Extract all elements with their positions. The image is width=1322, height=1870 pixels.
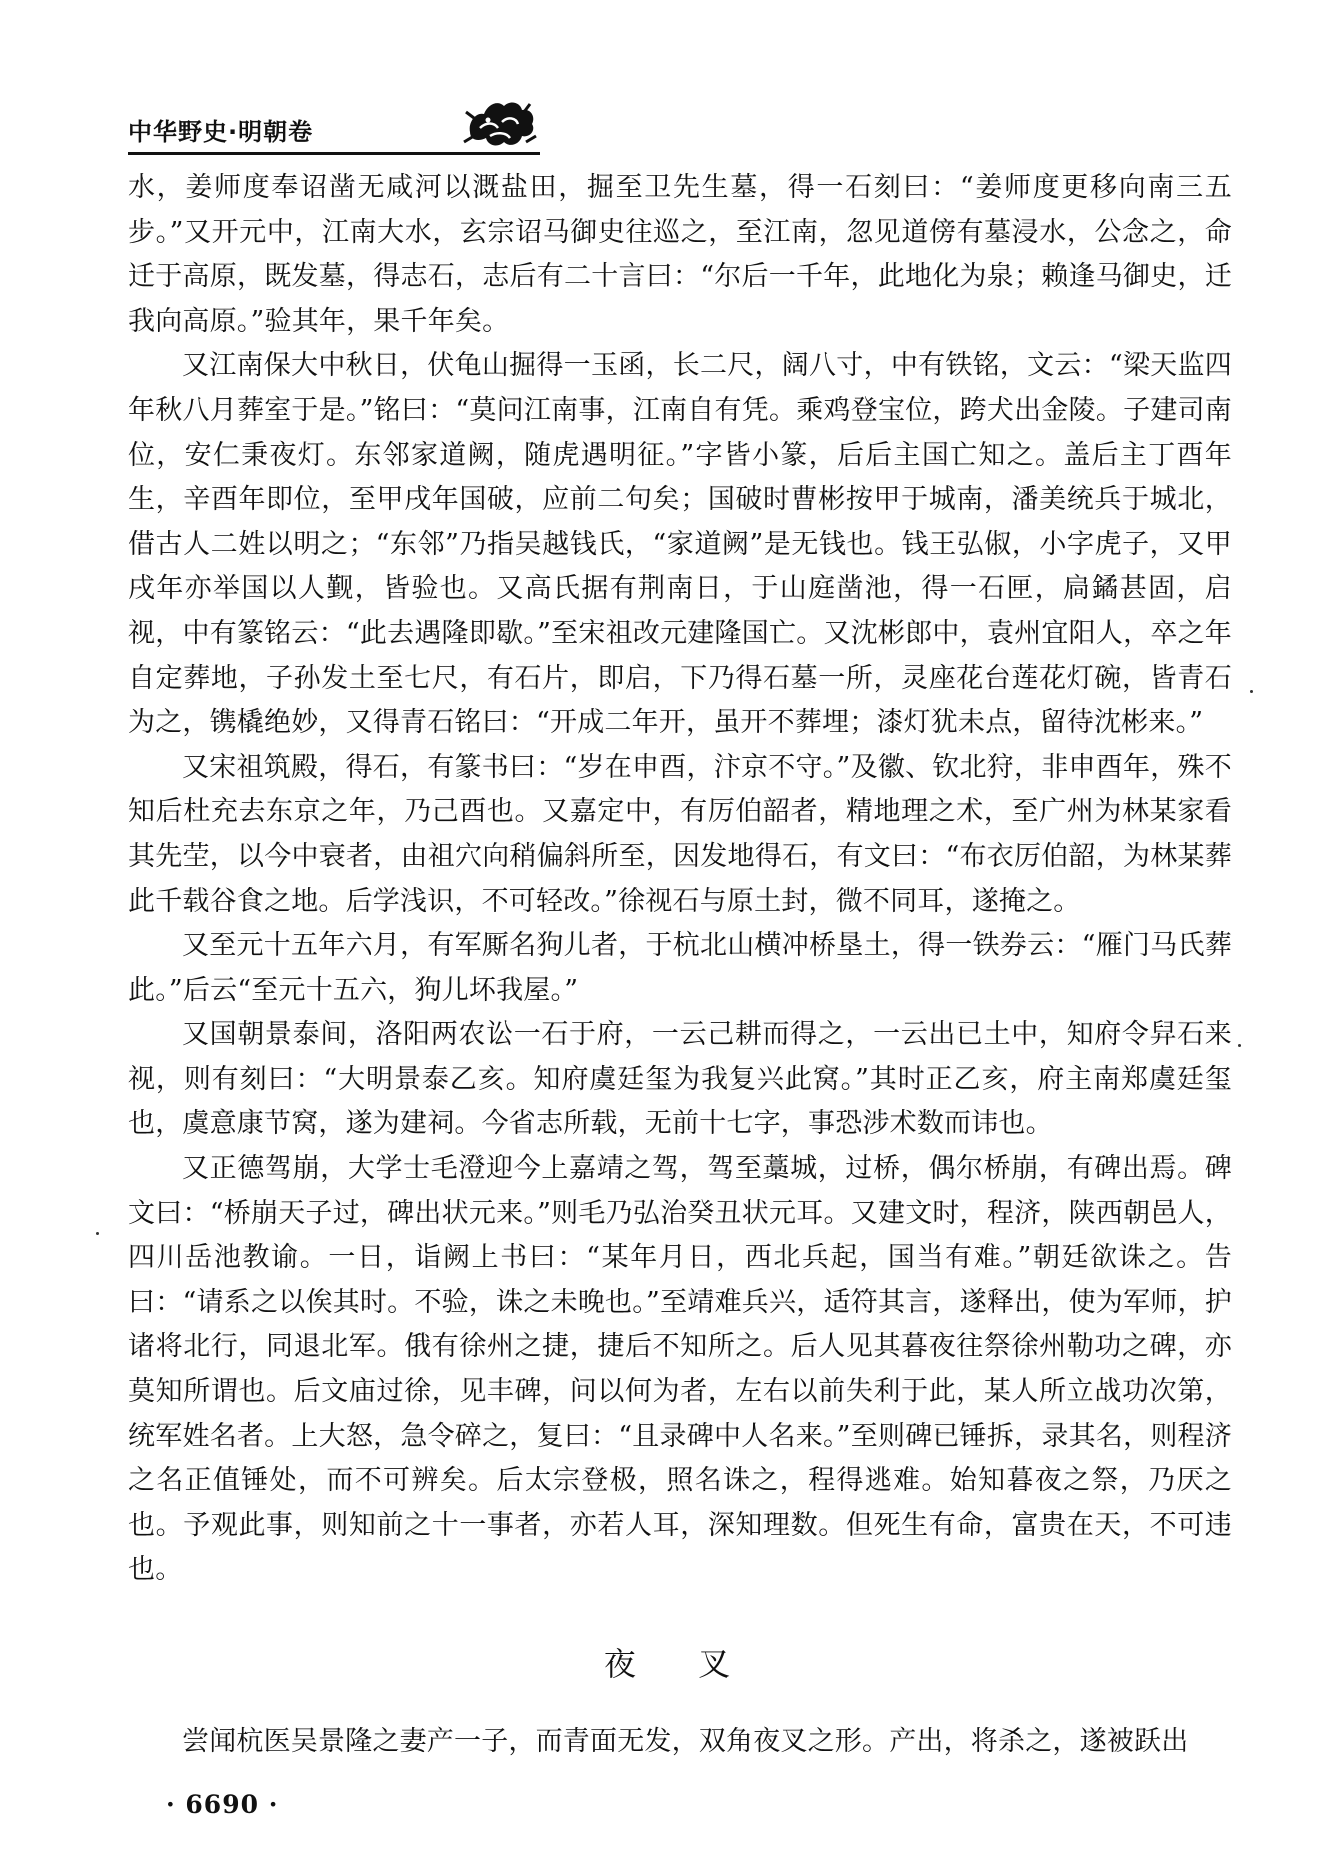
header-rule [128,152,540,155]
section-text [128,1720,1232,1765]
paragraph: 又至元十五年六月，有军厮名狗儿者，于杭北山横冲桥垦土，得一铁券云：“雁门马氏葬此。”后云“至元十五六，狗儿坏我屋。” [128,930,1232,1006]
paragraph: 水，姜师度奉诏凿无咸河以溉盐田，掘至卫先生墓，得一石刻曰：“姜师度更移向南三五步。”又开元中，江南大水，玄宗诏马御史往巡之，至江南，忽见道傍有墓浸水，公念之，命迁于高原，既发墓，得志石，志后有二十言曰：“尔后一千年，此地化为泉；赖逢马御史，迁我向高原。”验其年，果千年矣。 [128,172,1232,337]
paragraph: 尝闻杭医吴景隆之妻产一子，而青面无发，双角夜叉之形。产出，将杀之，遂被跃出 [182,1726,1189,1757]
page-number: · 6690 · [166,1790,279,1819]
scan-speck [1250,690,1253,693]
scan-speck [1238,1044,1241,1047]
paragraph: 又正德驾崩，大学士毛澄迎今上嘉靖之驾，驾至藁城，过桥，偶尔桥崩，有碑出焉。碑文曰：“桥崩天子过，碑出状元来。”则毛乃弘治癸丑状元耳。又建文时，程济，陕西朝邑人，四川岳池教谕。一日，诣阙上书曰：“某年月日，西北兵起，国当有难。”朝廷欲诛之。告曰：“请系之以俟其时。不验，诛之未晚也。”至靖难兵兴，适符其言，遂释出，使为军师，护诸将北行，同退北军。俄有徐州之捷，捷后不知所之。后人见其暮夜往祭徐州勒功之碑，亦莫知所谓也。后文庙过徐，见丰碑，问以何为者，左右以前失利于此，某人所立战功次第，统军姓名者。上大怒，急令碎之，复曰：“且录碑中人名来。”至则碑已锤拆，录其名，则程济之名正值锤处，而不可辨矣。后太宗登极，照名诛之，程得逃难。始知暮夜之祭，乃厌之也。予观此事，则知前之十一事者，亦若人耳，深知理数。但死生有命，富贵在天，不可违也。 [128,1153,1232,1586]
dragon-emblem-icon [460,92,540,156]
paragraph: 又江南保大中秋日，伏龟山掘得一玉函，长二尺，阔八寸，中有铁铭，文云：“梁天监四年秋八月葬室于是。”铭曰：“莫问江南事，江南自有凭。乘鸡登宝位，跨犬出金陵。子建司南位，安仁秉夜灯。东邻家道阙，随虎遇明征。”字皆小篆，后后主国亡知之。盖后主丁酉年生，辛酉年即位，至甲戌年国破，应前二句矣；国破时曹彬按甲于城南，潘美统兵于城北，借古人二姓以明之；“东邻”乃指吴越钱氏，“家道阙”是无钱也。钱王弘俶，小字虎子，又甲戌年亦举国以人觐，皆验也。又高氏据有荆南日，于山庭凿池，得一石匣，扃鐍甚固，启视，中有篆铭云：“此去遇隆即歇。”至宋祖改元建隆国亡。又沈彬郎中，袁州宜阳人，卒之年自定葬地，子孙发土至七尺，有石片，即启，下乃得石墓一所，灵座花台莲花灯碗，皆青石为之，镌橇绝妙，又得青石铭曰：“开成二年开，虽开不葬埋；漆灯犹未点，留待沈彬来。” [128,350,1232,739]
paragraph: 又宋祖筑殿，得石，有篆书曰：“岁在申酉，汴京不守。”及徽、钦北狩，非申酉年，殊不知后杜充去东京之年，乃己酉也。又嘉定中，有厉伯韶者，精地理之术，至广州为林某家看其先茔，以今中衰者，由祖穴向稍偏斜所至，因发地得石，有文曰：“布衣厉伯韶，为林某葬此千载谷食之地。后学浅识，不可轻改。”徐视石与原土封，微不同耳，遂掩之。 [128,751,1232,917]
book-title: 中华野史·明朝卷 [128,118,314,146]
page-header [128,102,1232,158]
scan-speck [96,1232,99,1235]
main-text [128,166,1232,1593]
section-heading: 夜 叉 [603,1645,757,1683]
paragraph: 又国朝景泰间，洛阳两农讼一石于府，一云己耕而得之，一云出已土中，知府令舁石来视，则有刻曰：“大明景泰乙亥。知府虞廷玺为我复兴此窝。”其时正乙亥，府主南郑虞廷玺也，虞意康节窝，遂为建祠。今省志所载，无前十七字，事恐涉术数而讳也。 [128,1019,1232,1140]
